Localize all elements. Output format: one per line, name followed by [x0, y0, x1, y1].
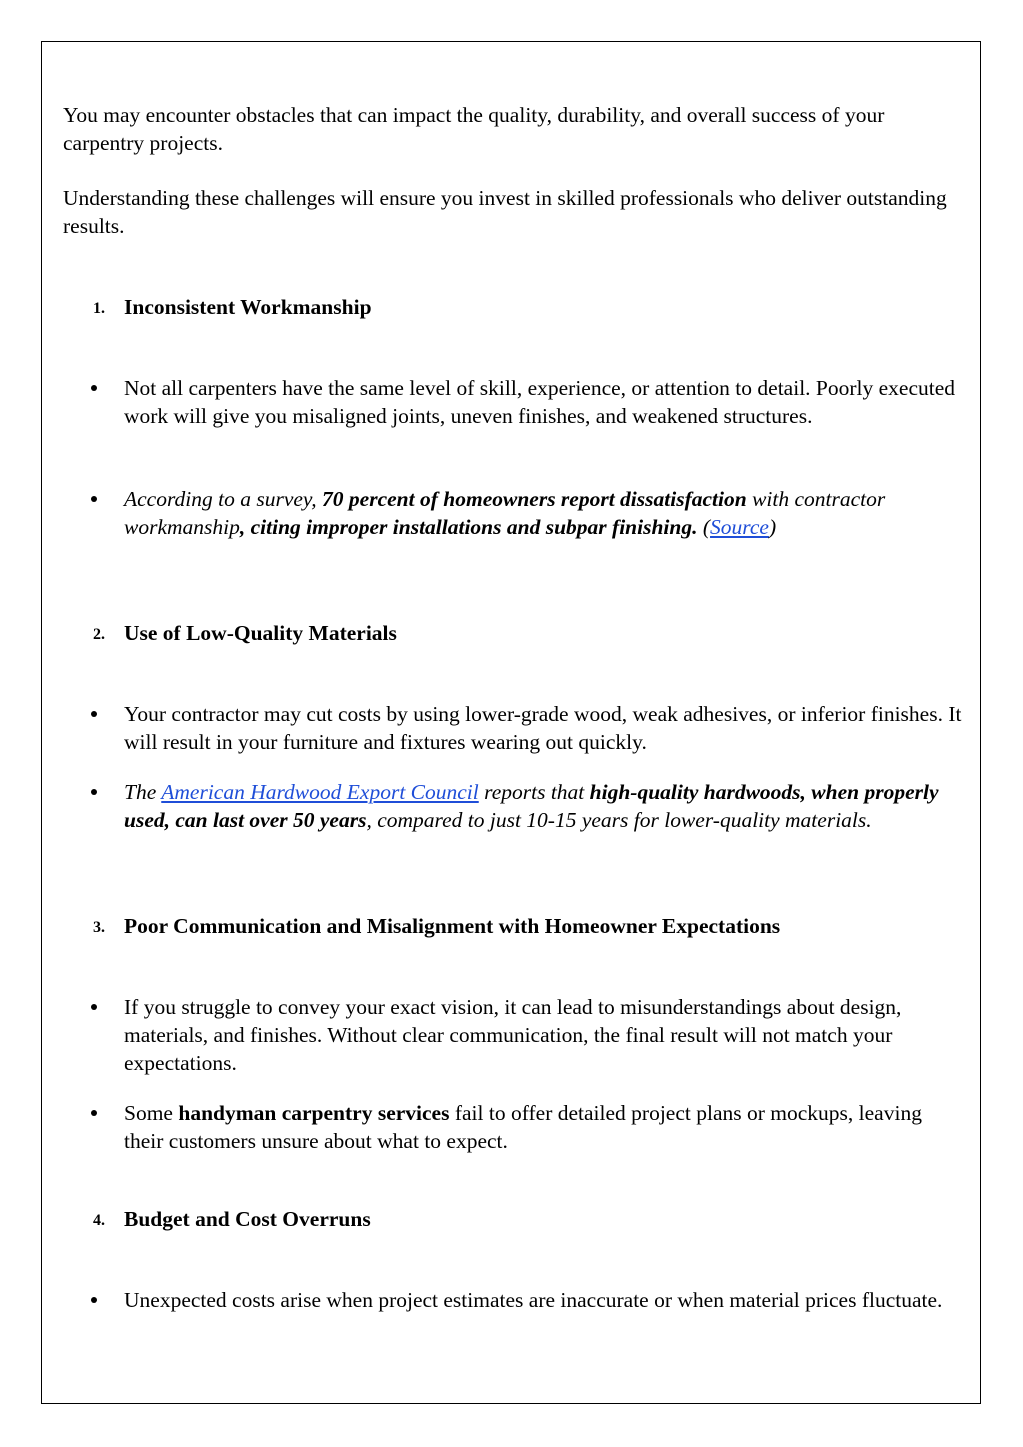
- bullet-1-2: [91, 496, 97, 502]
- section-1-heading: Inconsistent Workmanship: [124, 295, 372, 319]
- bullet-2-2: [91, 789, 97, 795]
- section-1-number: 1.: [93, 300, 105, 317]
- section-3-heading: Poor Communication and Misalignment with Homeowner Expectations: [124, 914, 781, 938]
- bullet-2-1: [91, 711, 97, 717]
- bullet-3-2: [91, 1110, 97, 1116]
- section-3-number: 3.: [93, 919, 105, 936]
- bullet-4-1: [91, 1297, 97, 1303]
- section-2-bullet-2: The American Hardwood Export Council reports that high-quality hardwoods, when properly used, can last over 50 years, compared to just 10-15 years for lower-quality materials.: [124, 780, 939, 832]
- section-2-heading: Use of Low-Quality Materials: [124, 621, 397, 645]
- section-1-bullet-1: Not all carpenters have the same level of skill, experience, or attention to detail. Poorly executed work will give you misaligned joints, uneven finishes, and weakened structures.: [124, 376, 956, 428]
- bullet-1-1: [91, 385, 97, 391]
- section-3-bullet-2: Some handyman carpentry services fail to offer detailed project plans or mockups, leaving their customers unsure about what to expect.: [124, 1101, 922, 1153]
- section-4-bullet-1: Unexpected costs arise when project estimates are inaccurate or when material prices fluctuate.: [124, 1288, 943, 1312]
- intro-paragraph-2: Understanding these challenges will ensure you invest in skilled professionals who deliver outstanding results.: [63, 186, 947, 238]
- section-1-bullet-2: According to a survey, 70 percent of homeowners report dissatisfaction with contractor workmanship, citing improper installations and subpar finishing. (Source): [124, 487, 886, 539]
- bullet-3-1: [91, 1004, 97, 1010]
- section-4-heading: Budget and Cost Overruns: [124, 1207, 371, 1231]
- section-2-number: 2.: [93, 626, 105, 643]
- source-link[interactable]: Source: [710, 515, 769, 539]
- section-3-bullet-1: If you struggle to convey your exact vision, it can lead to misunderstandings about design, materials, and finishes. Without clear communication, the final result will not match your expectations.: [124, 995, 902, 1075]
- section-4-number: 4.: [93, 1212, 105, 1229]
- intro-paragraph-1: You may encounter obstacles that can impact the quality, durability, and overall success of your carpentry projects.: [63, 103, 885, 155]
- section-2-bullet-1: Your contractor may cut costs by using lower-grade wood, weak adhesives, or inferior finishes. It will result in your furniture and fixtures wearing out quickly.: [124, 702, 962, 754]
- american-hardwood-export-council-link[interactable]: American Hardwood Export Council: [161, 780, 479, 804]
